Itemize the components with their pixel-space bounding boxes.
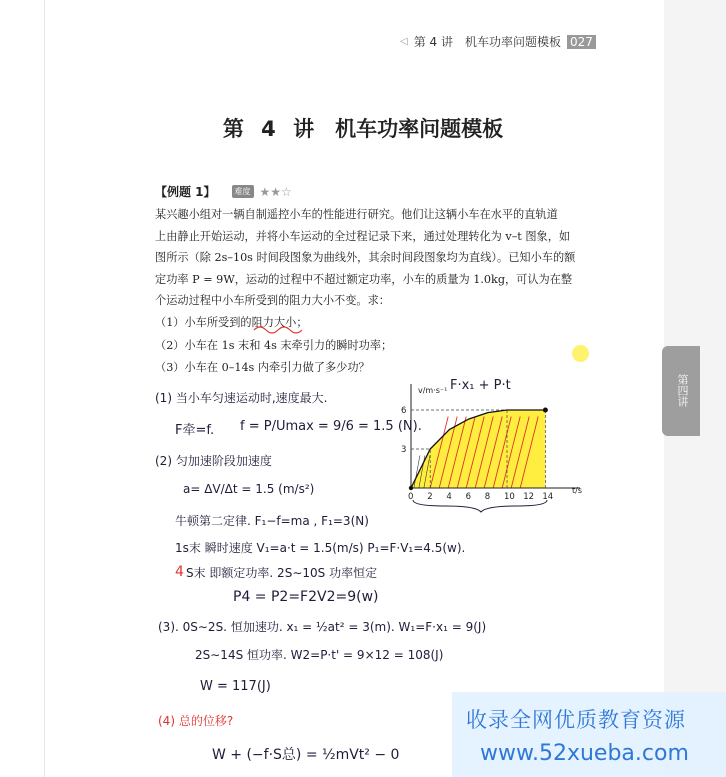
y-tick-label: 6 <box>401 406 407 416</box>
example-label: 【例题 1】 <box>155 185 216 199</box>
problem-line: 上由静止开始运动，并将小车运动的全过程记录下来，通过处理转化为 v–t 图象，如 <box>155 229 571 243</box>
hw-line: f = P/Umax = 9/6 = 1.5 (N). <box>240 419 422 434</box>
y-axis-label: v/m·s⁻¹ <box>418 386 448 395</box>
hw-line: 1s末 瞬时速度 V₁=a·t = 1.5(m/s) P₁=F·V₁=4.5(w). <box>175 541 466 555</box>
yellow-highlight-dot <box>572 345 589 362</box>
hw-line: P4 = P2=F2V2=9(w) <box>233 589 379 605</box>
hw-line-red: 4 <box>175 564 184 580</box>
triangle-icon: ◁ <box>400 36 408 47</box>
x-tick-label: 8 <box>484 492 491 502</box>
page-number: 027 <box>567 35 596 49</box>
hw-line: S末 即额定功率. 2S∼10S 功率恒定 <box>186 566 378 580</box>
problem-line: 个运动过程中小车所受到的阻力大小不变。求： <box>155 294 390 308</box>
hw-line: W = 117(J) <box>200 679 271 694</box>
brace-mark <box>411 498 551 514</box>
hw-line: (3). 0S∼2S. 恒加速功. x₁ = ½at² = 3(m). W₁=F·x₁ = 9(J) <box>158 620 487 634</box>
page-title: 第 4 讲 机车功率问题模板 <box>222 117 504 141</box>
problem-text <box>155 204 607 312</box>
hw-line: a= ΔV/Δt = 1.5 (m/s²) <box>183 482 315 496</box>
problem-line: 某兴趣小组对一辆自制遥控小车的性能进行研究。他们让这辆小车在水平的直轨道 <box>155 208 558 221</box>
x-tick-label: 2 <box>427 492 433 502</box>
difficulty-badge: 难度 <box>232 185 254 198</box>
x-tick-label: 14 <box>542 492 554 502</box>
hw-line-red: (4) 总的位移? <box>158 714 234 728</box>
end-point <box>543 408 548 413</box>
x-tick-label: 10 <box>504 492 515 502</box>
x-tick-label: 12 <box>523 492 535 502</box>
difficulty-stars-icon: ★★☆ <box>259 184 292 199</box>
x-axis-label: t/s <box>572 486 582 495</box>
watermark-text: 收录全网优质教育资源 <box>466 708 686 732</box>
question-3: （3）小车在 0–14s 内牵引力做了多少功？ <box>155 361 370 374</box>
hw-line: (2) 匀加速阶段加速度 <box>155 454 272 468</box>
example-heading <box>155 183 292 200</box>
problem-line: 图所示（除 2s–10s 时间段图象为曲线外，其余时间段图象均为直线）。已知小车的额 <box>155 251 576 265</box>
graph-note: F·x₁ + P·t <box>450 378 511 393</box>
hw-line: 牛顿第二定律. F₁−f=ma , F₁=3(N) <box>175 514 369 528</box>
header-topic: 机车功率问题模板 <box>464 35 561 49</box>
x-tick-label: 0 <box>408 492 414 502</box>
watermark-url: www.52xueba.com <box>480 741 689 766</box>
hw-line: W + (−f·S总) = ½mVt² − 0 <box>212 747 400 763</box>
problem-line: 定功率 P = 9W，运动的过程中不超过额定功率，小车的质量为 1.0kg，可认为在整 <box>155 272 573 286</box>
hw-line: F牵=f. <box>175 423 215 438</box>
question-2: （2）小车在 1s 末和 4s 末牵引力的瞬时功率； <box>155 339 393 352</box>
y-tick-label: 3 <box>401 445 407 455</box>
hw-line: 2S∼14S 恒功率. W2=P·t' = 9×12 = 108(J) <box>195 648 444 662</box>
red-underline-mark <box>252 322 312 334</box>
x-tick-label: 4 <box>446 492 452 502</box>
side-tab-label: 第四讲 <box>676 374 689 407</box>
question-1: （1）小车所受到的阻力大小； <box>155 316 308 329</box>
vt-graph <box>398 378 588 503</box>
x-tick-label: 6 <box>465 492 472 502</box>
hw-line: (1) 当小车匀速运动时,速度最大. <box>155 391 328 405</box>
start-point <box>409 486 413 490</box>
chapter-side-tab[interactable] <box>662 346 700 436</box>
header-lecture: 第 4 讲 <box>413 35 453 49</box>
page-header <box>400 33 596 50</box>
